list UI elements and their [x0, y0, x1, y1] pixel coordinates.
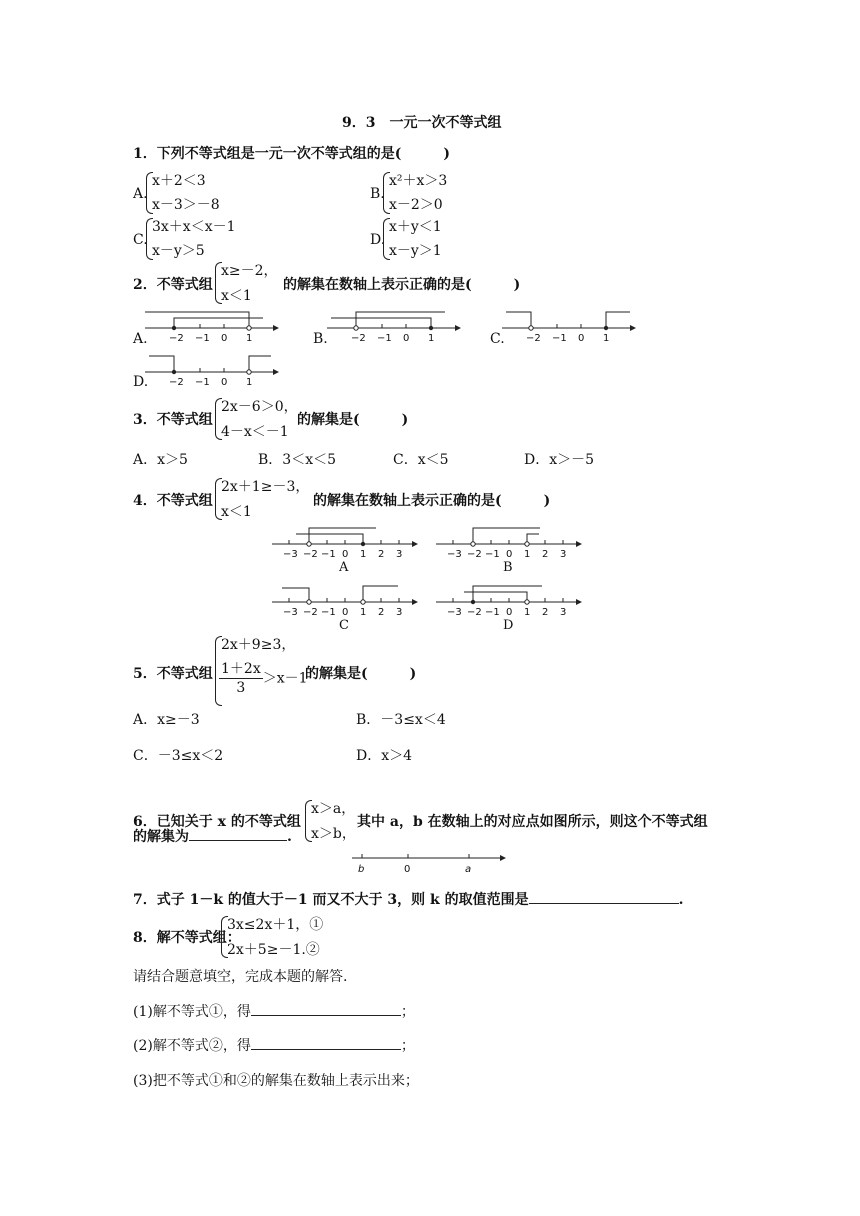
q2-option-d-label: D. — [133, 374, 149, 390]
tick-label: 3 — [396, 549, 403, 560]
tick-label: −1 — [485, 549, 500, 560]
q8-step2 — [133, 1037, 415, 1055]
q4-numberline-a — [272, 524, 422, 574]
page-title: 9．3 一元一次不等式组 — [342, 115, 502, 131]
q5-option-b: B．－3≤x＜4 — [356, 712, 446, 728]
q3-line2: 4－x＜－1 — [221, 424, 289, 440]
q6-cont-text: 的解集为 — [133, 829, 189, 845]
tick-label: 0 — [506, 607, 513, 618]
tick-label: 0 — [221, 333, 228, 344]
q8-step1-blank[interactable] — [251, 1015, 401, 1016]
tick-label: −2 — [351, 333, 366, 344]
q8-step2-blank[interactable] — [251, 1049, 401, 1050]
q7-line — [133, 891, 683, 909]
q4-numberline-c — [272, 582, 422, 632]
q2-numberline-a — [145, 310, 280, 350]
q3-line1: 2x－6＞0， — [221, 399, 298, 415]
q2-numberline-c — [502, 310, 637, 350]
tick-label: 1 — [524, 607, 531, 618]
q4-prefix: 4．不等式组 — [133, 493, 213, 509]
axis-label-a: a — [465, 864, 472, 875]
q5-line2-rest: ＞x－1 — [262, 670, 308, 687]
tick-label: 1 — [524, 549, 531, 560]
q1-stem: 1．下列不等式组是一元一次不等式组的是( ) — [133, 146, 450, 162]
q4-line2: x＜1 — [221, 504, 252, 520]
tick-label: 1 — [603, 333, 610, 344]
tick-label: 0 — [221, 377, 228, 388]
tick-label: 1 — [428, 333, 435, 344]
q5-line1: 2x＋9≥3， — [221, 637, 296, 653]
tick-label: −1 — [321, 607, 336, 618]
q3-option-a: A．x＞5 — [133, 452, 188, 468]
tick-label: −2 — [169, 333, 184, 344]
tick-label: 0 — [403, 333, 410, 344]
q2-option-c-label: C. — [490, 331, 505, 347]
q5-numerator: 1＋2x — [221, 661, 261, 677]
q4-numberline-b — [436, 524, 586, 574]
tick-label: 0 — [342, 549, 349, 560]
tick-label: −1 — [321, 549, 336, 560]
q5-prefix: 5．不等式组 — [133, 666, 213, 682]
tick-label: 3 — [560, 607, 567, 618]
q5-line2 — [219, 660, 308, 697]
tick-label: 2 — [542, 549, 549, 560]
tick-label: −2 — [303, 549, 318, 560]
figure-label: D — [503, 618, 514, 633]
tick-label: 3 — [560, 549, 567, 560]
tick-label: 1 — [360, 607, 367, 618]
q6-prefix: 6．已知关于 x 的不等式组 — [133, 814, 301, 830]
q3-suffix: 的解集是( ) — [297, 412, 409, 428]
tick-label: 3 — [396, 607, 403, 618]
tick-label: 1 — [360, 549, 367, 560]
q3-option-b: B．3＜x＜5 — [258, 452, 336, 468]
q4-numberline-d — [436, 582, 586, 632]
q8-step2-semicolon: ； — [400, 1038, 415, 1054]
q5-option-a: A．x≥－3 — [133, 712, 200, 728]
tick-label: 1 — [246, 377, 253, 388]
tick-label: −3 — [447, 549, 462, 560]
tick-label: −2 — [526, 333, 541, 344]
tick-label: −2 — [169, 377, 184, 388]
q8-step1 — [133, 1003, 415, 1021]
q2-option-a-label: A. — [133, 331, 148, 347]
q7-answer-blank[interactable] — [529, 903, 679, 904]
tick-label: −2 — [467, 549, 482, 560]
q2-line1: x≥－2， — [221, 263, 278, 279]
q6-suffix: 其中 a，b 在数轴上的对应点如图所示，则这个不等式组 — [357, 814, 708, 830]
tick-label: −3 — [283, 549, 298, 560]
q5-option-d: D．x＞4 — [356, 748, 413, 764]
q8-step3: (3)把不等式①和②的解集在数轴上表示出来； — [133, 1073, 419, 1089]
tick-label: −1 — [485, 607, 500, 618]
q7-end: . — [678, 892, 684, 908]
tick-label: −2 — [303, 607, 318, 618]
tick-label: 0 — [506, 549, 513, 560]
figure-label: A — [339, 560, 349, 575]
q8-step1-semicolon: ； — [400, 1004, 415, 1020]
q2-numberline-b — [327, 310, 462, 350]
tick-label: −1 — [195, 377, 210, 388]
tick-label: 2 — [378, 549, 385, 560]
q2-numberline-d — [145, 354, 280, 394]
tick-label: 2 — [542, 607, 549, 618]
q6-answer-blank[interactable] — [189, 840, 287, 841]
q4-suffix: 的解集在数轴上表示正确的是( ) — [313, 493, 551, 509]
q5-option-c: C．－3≤x＜2 — [133, 748, 224, 764]
q8-step2-text: (2)解不等式②，得 — [133, 1038, 251, 1054]
tick-label: 1 — [246, 333, 253, 344]
tick-label: −1 — [552, 333, 567, 344]
tick-label: 0 — [578, 333, 585, 344]
q5-suffix: 的解集是( ) — [305, 666, 417, 682]
q3-option-c: C．x＜5 — [393, 452, 449, 468]
q2-line2: x＜1 — [221, 288, 252, 304]
tick-label: −1 — [377, 333, 392, 344]
q2-option-b-label: B. — [313, 331, 328, 347]
tick-label: −2 — [467, 607, 482, 618]
tick-label: 0 — [342, 607, 349, 618]
q7-text: 7．式子 1－k 的值大于－1 而又不大于 3，则 k 的取值范围是 — [133, 892, 529, 908]
figure-label: C — [339, 618, 349, 633]
q8-line2: 2x＋5≥－1.② — [227, 942, 320, 958]
q8-line1: 3x≤2x＋1，① — [227, 917, 324, 933]
q5-denominator: 3 — [236, 680, 246, 696]
q6-line1: x＞a， — [311, 801, 356, 817]
q6-numberline — [352, 850, 512, 880]
q3-option-d: D．x＞－5 — [524, 452, 595, 468]
tick-label: −3 — [283, 607, 298, 618]
q6-end: . — [287, 829, 292, 845]
q8-prefix: 8．解不等式组： — [133, 930, 241, 946]
q6-answer-line — [133, 828, 292, 846]
q6-line2: x＞b， — [311, 826, 356, 842]
axis-label-0: 0 — [404, 864, 411, 875]
tick-label: −3 — [447, 607, 462, 618]
q2-prefix: 2．不等式组 — [133, 277, 213, 293]
q8-intro: 请结合题意填空，完成本题的解答. — [133, 969, 348, 985]
q2-suffix: 的解集在数轴上表示正确的是( ) — [283, 277, 521, 293]
tick-label: −1 — [195, 333, 210, 344]
tick-label: 2 — [378, 607, 385, 618]
q8-step1-text: (1)解不等式①，得 — [133, 1004, 251, 1020]
axis-label-b: b — [358, 864, 365, 875]
q4-line1: 2x＋1≥－3， — [221, 479, 310, 495]
figure-label: B — [503, 560, 513, 575]
q3-prefix: 3．不等式组 — [133, 412, 213, 428]
